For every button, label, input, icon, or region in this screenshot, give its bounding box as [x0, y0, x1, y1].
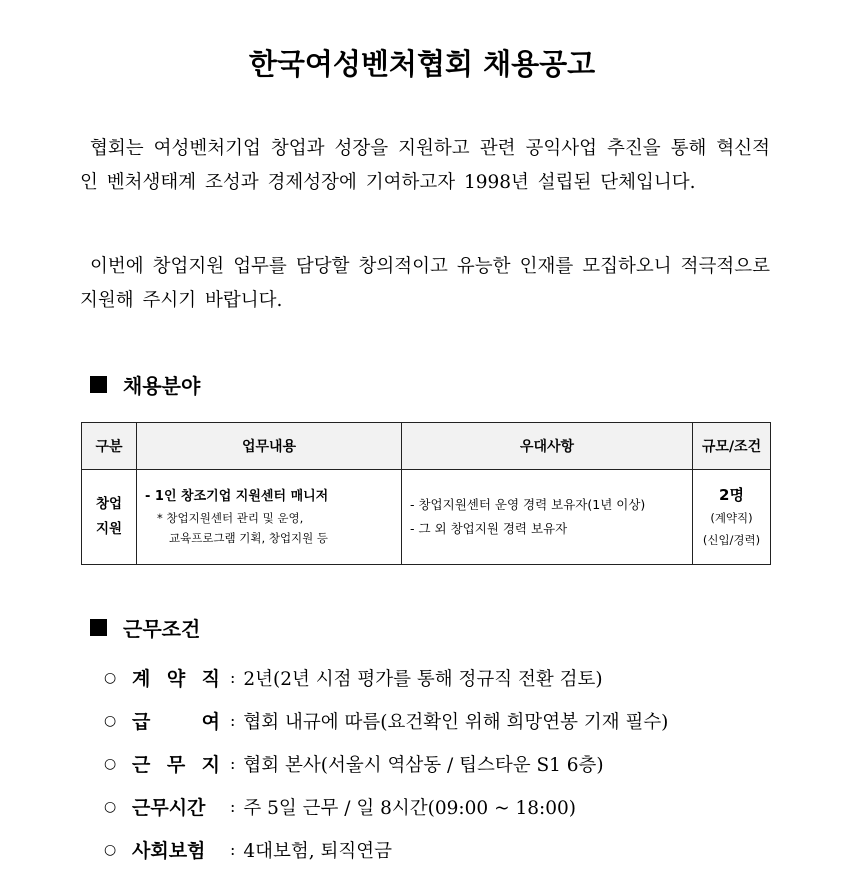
section-heading-work-conditions: 근무조건	[90, 613, 200, 642]
cell-preferences: - 창업지원센터 운영 경력 보유자(1년 이상) - 그 외 창업지원 경력 보유자	[402, 470, 693, 565]
header-preferences: 우대사항	[402, 423, 693, 470]
cell-scale: 2명 (계약직) (신입/경력)	[693, 470, 771, 565]
cell-task	[137, 470, 402, 565]
section-heading-recruitment-field: 채용분야	[90, 370, 200, 399]
condition-value: 주 5일 근무 / 일 8시간(09:00 ~ 18:00)	[243, 797, 576, 819]
intro-paragraph-2: 이번에 창업지원 업무를 담당할 창의적이고 유능한 인재를 모집하오니 적극적으로 지원해 주시기 바랍니다.	[80, 256, 770, 311]
table-row	[82, 470, 771, 565]
square-bullet-icon	[90, 376, 107, 393]
intro-paragraph-1: 협회는 여성벤처기업 창업과 성장을 지원하고 관련 공익사업 추진을 통해 혁신적인 벤처생태계 조성과 경제성장에 기여하고자 1998년 설립된 단체입니다.	[80, 138, 770, 193]
list-item-location: ○ 근 무 지 : 협회 본사(서울시 역삼동 / 팁스타운 S1 6층)	[104, 742, 668, 785]
condition-label: 근 무 지	[132, 754, 220, 776]
list-item-insurance: ○ 사회보험 : 4대보험, 퇴직연금	[104, 828, 668, 871]
list-item-hours: ○ 근무시간 : 주 5일 근무 / 일 8시간(09:00 ~ 18:00)	[104, 785, 668, 828]
condition-value: 2년(2년 시점 평가를 통해 정규직 전환 검토)	[243, 668, 603, 690]
circle-bullet-icon: ○	[104, 841, 117, 858]
circle-bullet-icon: ○	[104, 798, 117, 815]
recruitment-table	[81, 422, 771, 565]
square-bullet-icon	[90, 619, 107, 636]
cell-category: 창업 지원	[82, 470, 137, 565]
circle-bullet-icon: ○	[104, 669, 117, 686]
condition-value: 4대보험, 퇴직연금	[243, 840, 393, 862]
header-task: 업무내용	[137, 423, 402, 470]
headcount: 2명	[719, 486, 744, 504]
condition-label: 근무시간	[132, 797, 206, 819]
condition-label: 사회보험	[132, 840, 206, 862]
task-detail: * 창업지원센터 관리 및 운영, 교육프로그램 기획, 창업지원 등	[157, 511, 329, 545]
list-item-contract: ○ 계 약 직 : 2년(2년 시점 평가를 통해 정규직 전환 검토)	[104, 656, 668, 699]
page-title: 한국여성벤처협회 채용공고	[248, 47, 596, 81]
header-category: 구분	[82, 423, 137, 470]
condition-value: 협회 내규에 따름(요건확인 위해 희망연봉 기재 필수)	[243, 711, 669, 733]
condition-label: 급 여	[132, 711, 220, 733]
circle-bullet-icon: ○	[104, 712, 117, 729]
header-scale: 규모/조건	[693, 423, 771, 470]
circle-bullet-icon: ○	[104, 755, 117, 772]
list-item-salary: ○ 급 여 : 협회 내규에 따름(요건확인 위해 희망연봉 기재 필수)	[104, 699, 668, 742]
task-title: - 1인 창조기업 지원센터 매니저	[145, 489, 329, 504]
work-conditions-list	[104, 656, 668, 871]
condition-value: 협회 본사(서울시 역삼동 / 팁스타운 S1 6층)	[243, 754, 604, 776]
table-header-row	[82, 423, 771, 470]
condition-label: 계 약 직	[132, 668, 220, 690]
